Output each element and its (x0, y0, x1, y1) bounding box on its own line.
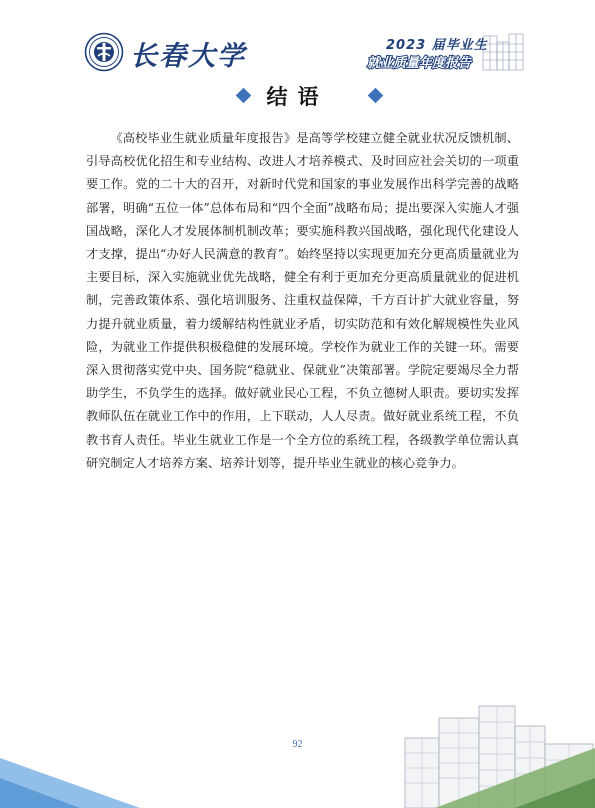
report-year: 2023 届毕业生 (386, 38, 488, 53)
corner-decoration-left-icon (0, 738, 140, 808)
university-name: 长春大学 (130, 41, 246, 72)
university-emblem-icon (84, 32, 124, 72)
report-title: 就业质量年度报告 (367, 56, 472, 71)
body-paragraph: 《高校毕业生就业质量年度报告》是高等学校建立健全就业状况反馈机制、引导高校优化招生和专业结构、改进人才培养模式、及时回应社会关切的一项重要工作。党的二十大的召开，对新时代党和国家的事业发展作出科学完善的战略部署，明确“五位一体”总体布局和“四个全面”战略布局；提出要深入实施人才强国战略，深化人才发展体制机制改革；要实施科教兴国战略，强化现代化建设人才支撑，提出“办好人民满意的教育”。始终坚持以实现更加充分更高质量就业为主要目标，深入实施就业优先战略，健全有利于更加充分更高质量就业的促进机制，完善政策体系、强化培训服务、注重权益保障，千方百计扩大就业容量，努力提升就业质量，着力缓解结构性就业矛盾，切实防范和有效化解规模性失业风险，为就业工作提供积极稳健的发展环境。学校作为就业工作的关键一环。需要深入贯彻落实党中央、国务院“稳就业、保就业”决策部署。学院定要竭尽全力帮助学生，不负学生的选择。做好就业民心工程，不负立德树人职责。要切实发挥教师队伍在就业工作中的作用，上下联动，人人尽责。做好就业系统工程，不负教书育人责任。毕业生就业工作是一个全方位的系统工程，各级教学单位需认真研究制定人才培养方案、培养计划等，提升毕业生就业的核心竞争力。 (86, 131, 519, 470)
section-title-row (0, 80, 595, 114)
section-title: 结语 (266, 85, 329, 109)
corner-decoration-campus-icon (365, 698, 595, 808)
page-number: 92 (292, 739, 303, 750)
page-header (0, 0, 595, 80)
